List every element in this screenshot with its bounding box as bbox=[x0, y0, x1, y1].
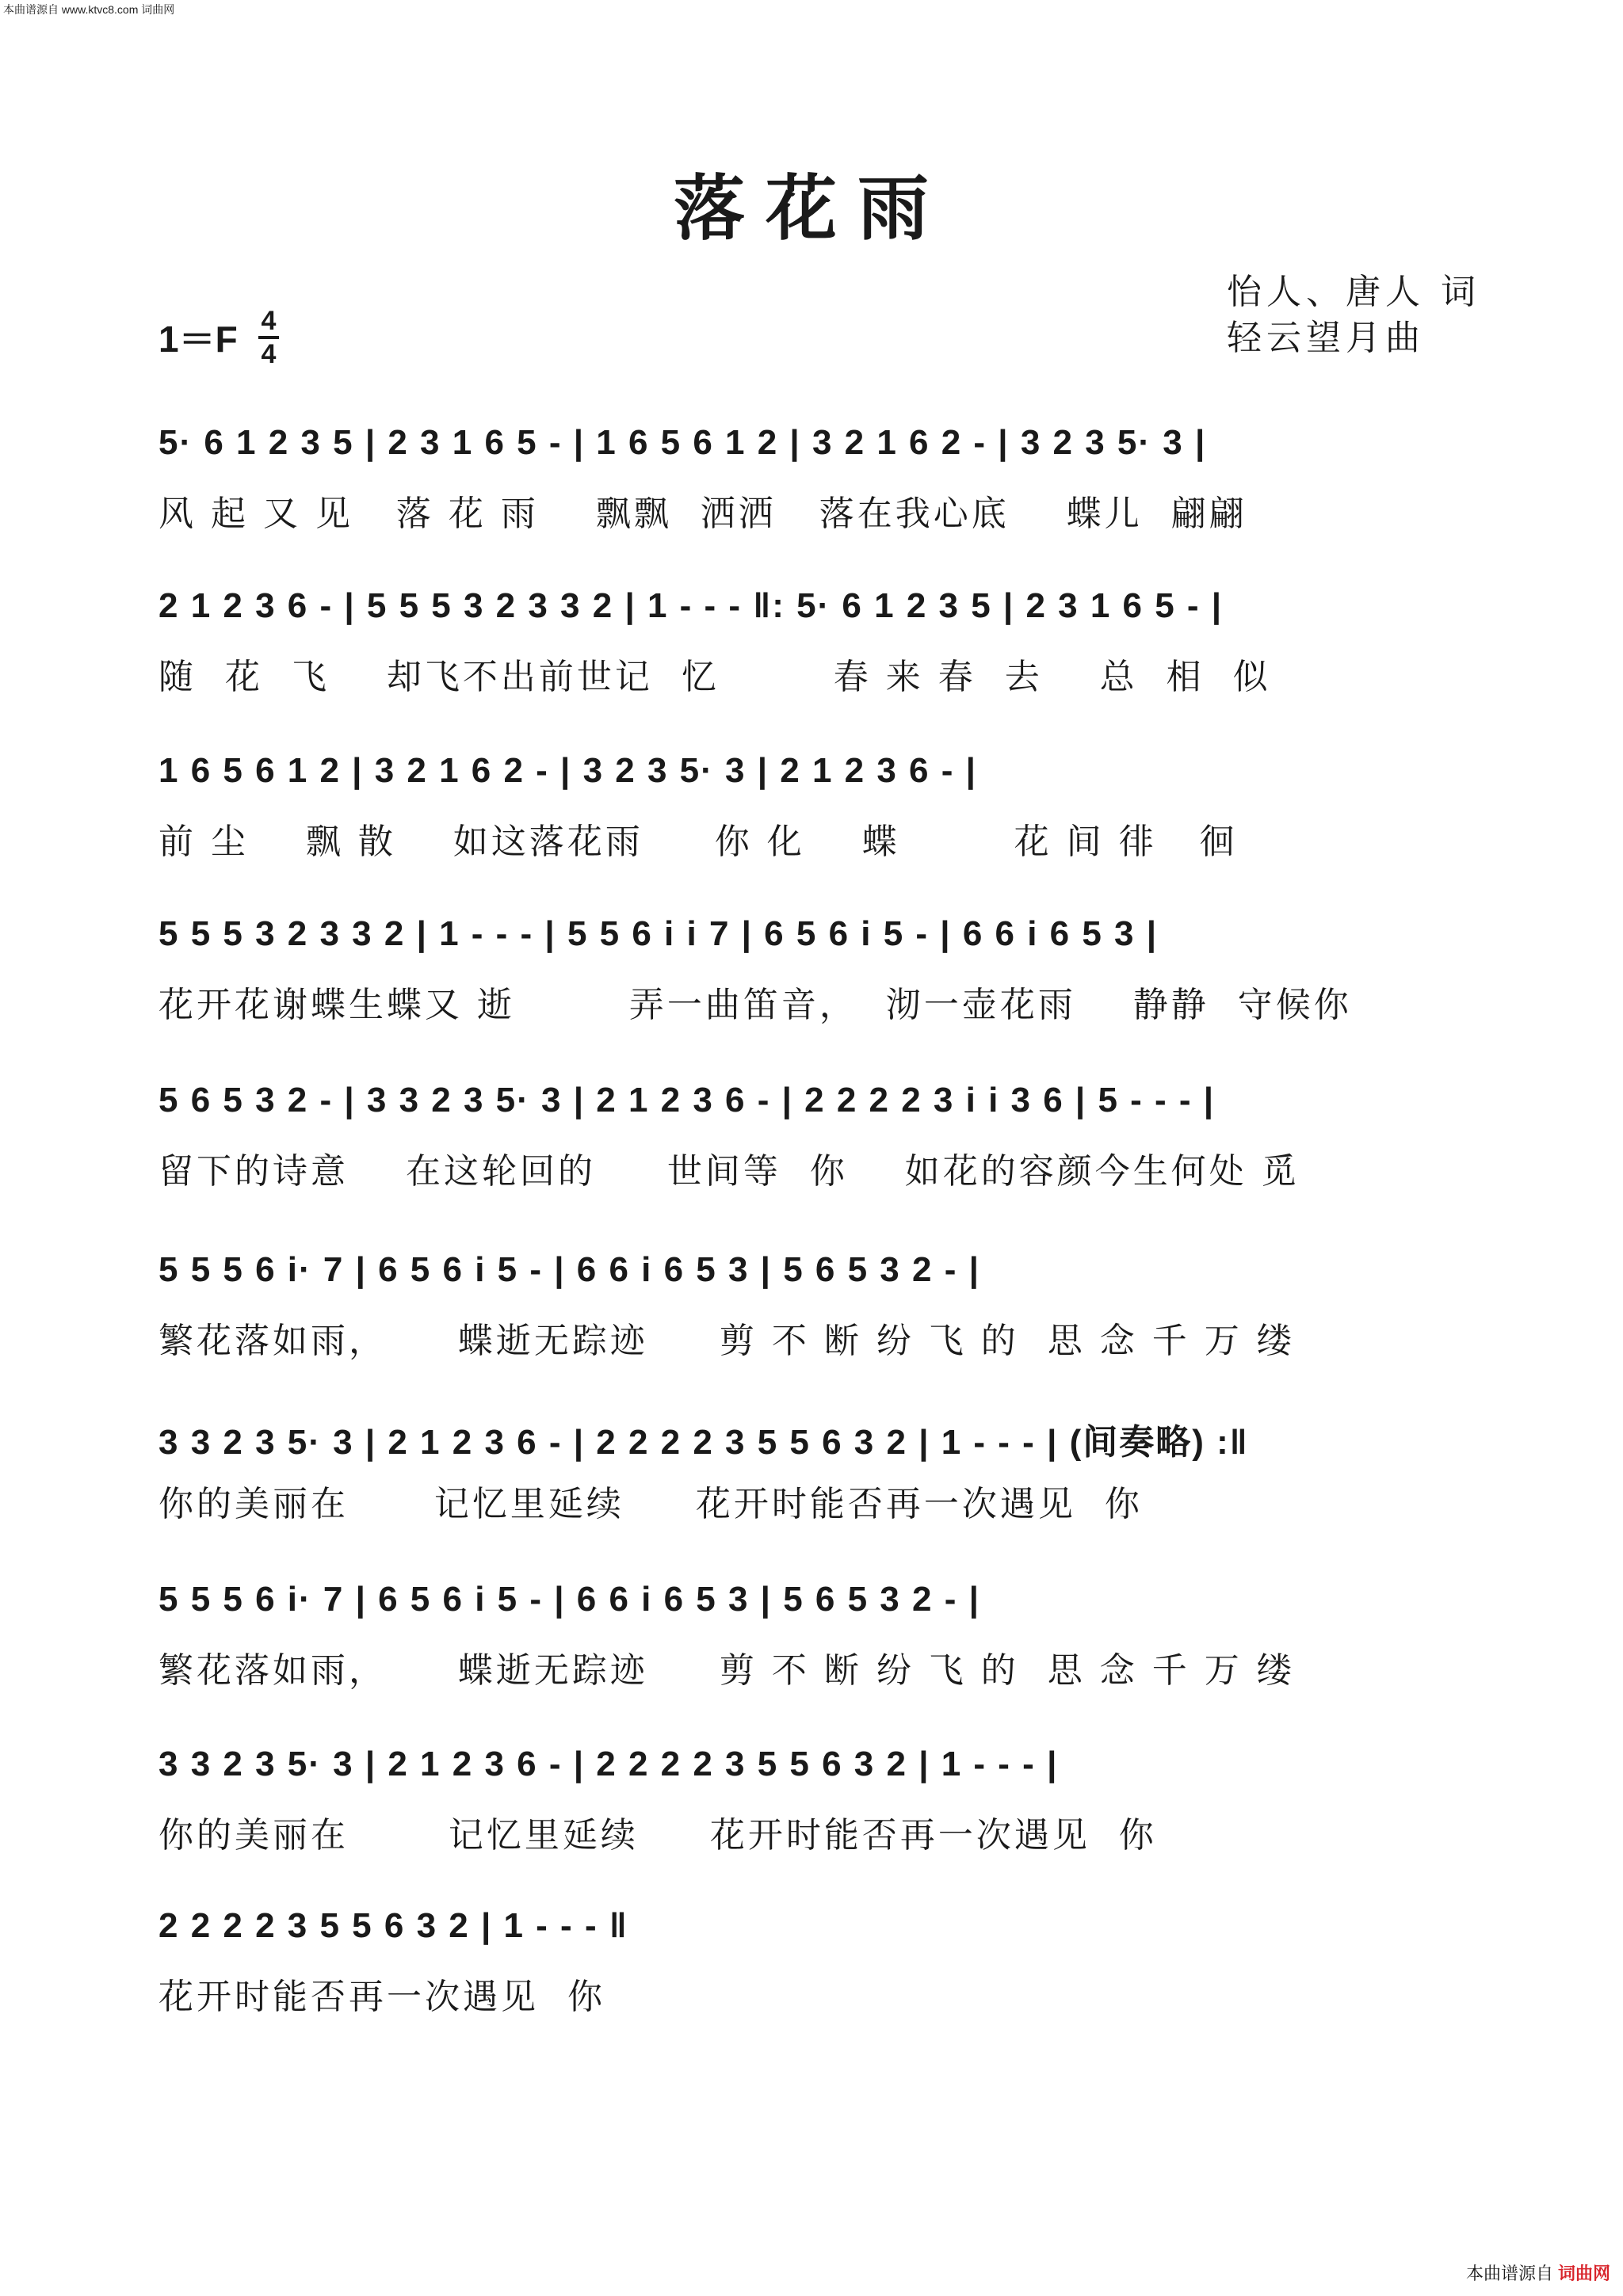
note-text: 5 6 5 3 2 - | 3 3 2 3 5· 3 | 2 1 2 3 6 - | 2 2 2 2 3 i i 3 6 | 5 - - - | bbox=[158, 1081, 1216, 1119]
note-text: 3 3 2 3 5· 3 | 2 1 2 3 6 - | 2 2 2 2 3 5 5 6 3 2 | 1 - - - | (间奏略) :‖ bbox=[158, 1423, 1249, 1462]
system-1 bbox=[158, 409, 1480, 543]
notation-line bbox=[158, 572, 1480, 645]
system-9 bbox=[158, 1730, 1480, 1865]
system-3 bbox=[158, 737, 1480, 871]
notation-line bbox=[158, 409, 1480, 482]
time-numerator: 4 bbox=[261, 306, 277, 336]
time-denominator: 4 bbox=[261, 339, 277, 369]
note-text: 5 5 5 6 i· 7 | 6 5 6 i 5 - | 6 6 i 6 5 3 | 5 6 5 3 2 - | bbox=[158, 1580, 980, 1619]
notation-line bbox=[158, 1730, 1480, 1803]
note-text: 5 5 5 3 2 3 3 2 | 1 - - - | 5 5 6 i i 7 | 6 5 6 i 5 - | 6 6 i 6 5 3 | bbox=[158, 914, 1159, 953]
system-7 bbox=[158, 1399, 1480, 1534]
notation-line bbox=[158, 1566, 1480, 1638]
lyric-line: 花开花谢蝶生蝶又 逝 弄一曲笛音， 沏一壶花雨 静静 守候你 bbox=[158, 985, 1352, 1025]
system-10 bbox=[158, 1892, 1480, 2027]
credits bbox=[1227, 269, 1480, 361]
notation-line bbox=[158, 737, 1480, 810]
composer-credit: 轻云望月曲 bbox=[1227, 318, 1425, 358]
note-text: 5 5 5 6 i· 7 | 6 5 6 i 5 - | 6 6 i 6 5 3 | 5 6 5 3 2 - | bbox=[158, 1250, 980, 1289]
lyric-line: 花开时能否再一次遇见 你 bbox=[158, 1977, 605, 2017]
system-4 bbox=[158, 900, 1480, 1035]
system-5 bbox=[158, 1066, 1480, 1201]
lyric-line: 前 尘 飘 散 如这落花雨 你 化 蝶 花 间 徘 徊 bbox=[158, 822, 1238, 862]
lyric-line: 你的美丽在 记忆里延续 花开时能否再一次遇见 你 bbox=[158, 1484, 1143, 1524]
source-text: 本曲谱源自 bbox=[1465, 2264, 1553, 2283]
source-watermark-top: 本曲谱源自 www.ktvc8.com 词曲网 bbox=[3, 3, 175, 16]
system-2 bbox=[158, 572, 1480, 707]
notation-line bbox=[158, 1892, 1480, 1965]
lyric-line: 繁花落如雨， 蝶逝无踪迹 剪 不 断 纷 飞 的 思 念 千 万 缕 bbox=[158, 1650, 1295, 1691]
note-text: 1 6 5 6 1 2 | 3 2 1 6 2 - | 3 2 3 5· 3 | 2 1 2 3 6 - | bbox=[158, 751, 977, 790]
song-title: 落花雨 bbox=[674, 166, 949, 250]
notation-line bbox=[158, 1399, 1480, 1472]
note-text: 5· 6 1 2 3 5 | 2 3 1 6 5 - | 1 6 5 6 1 2 | 3 2 1 6 2 - | 3 2 3 5· 3 | bbox=[158, 423, 1207, 462]
lyric-line: 你的美丽在 记忆里延续 花开时能否再一次遇见 你 bbox=[158, 1815, 1157, 1855]
notation-line bbox=[158, 1236, 1480, 1309]
key-signature: 1＝F bbox=[158, 318, 238, 360]
source-brand: 词曲网 bbox=[1557, 2264, 1610, 2283]
time-signature bbox=[258, 307, 279, 368]
lyricist-credit: 怡人、唐人 词 bbox=[1227, 272, 1480, 312]
system-8 bbox=[158, 1566, 1480, 1700]
note-text: 2 1 2 3 6 - | 5 5 5 3 2 3 3 2 | 1 - - - ‖: 5· 6 1 2 3 5 | 2 3 1 6 5 - | bbox=[158, 586, 1224, 625]
notation-line bbox=[158, 1066, 1480, 1139]
lyric-line: 风 起 又 见 落 花 雨 飘飘 洒洒 落在我心底 蝶儿 翩翩 bbox=[158, 494, 1247, 534]
system-6 bbox=[158, 1236, 1480, 1371]
lyric-line: 繁花落如雨， 蝶逝无踪迹 剪 不 断 纷 飞 的 思 念 千 万 缕 bbox=[158, 1321, 1295, 1361]
source-watermark-bottom bbox=[1466, 2260, 1610, 2285]
notation-line bbox=[158, 900, 1480, 973]
lyric-line: 留下的诗意 在这轮回的 世间等 你 如花的容颜今生何处 觅 bbox=[158, 1151, 1300, 1192]
note-text: 2 2 2 2 3 5 5 6 3 2 | 1 - - - ‖ bbox=[158, 1906, 628, 1945]
lyric-line: 随 花 飞 却飞不出前世记 忆 春 来 春 去 总 相 似 bbox=[158, 657, 1271, 697]
note-text: 3 3 2 3 5· 3 | 2 1 2 3 6 - | 2 2 2 2 3 5 5 6 3 2 | 1 - - - | bbox=[158, 1745, 1059, 1783]
